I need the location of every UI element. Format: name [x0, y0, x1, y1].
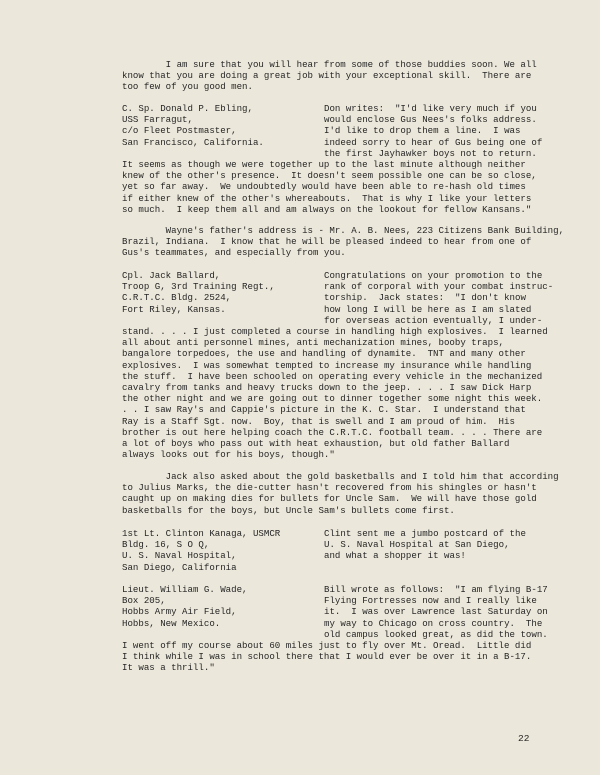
text-line: 1st Lt. Clinton Kanaga, USMCR [122, 528, 281, 539]
text-line: the other night and we are going out to dinner together some night this week. [122, 393, 543, 405]
text-line: It seems as though we were together up to the last minute although neither [122, 159, 526, 170]
text-line: explosives. I was somewhat tempted to increase my insurance while handling [122, 359, 532, 371]
text-line: know that you are doing a great job with your exceptional skill. There are [122, 70, 532, 82]
jack-paragraph [122, 471, 559, 516]
ballard-address [122, 270, 275, 315]
text-line: a lot of boys who pass out with heat exhaustion, but old father Ballard [122, 438, 510, 450]
text-line: would enclose Gus Nees's folks address. [324, 114, 537, 126]
text-line: to Julius Marks, the die-cutter hasn't recovered from his shingles or hasn't [122, 482, 537, 494]
text-line: U. S. Naval Hospital, [122, 550, 237, 562]
text-line: all about anti personnel mines, anti mechanization mines, booby traps, [122, 337, 504, 349]
text-line: the stuff. I have been schooled on operating every vehicle in the mechanized [122, 370, 543, 382]
ballard-note [324, 270, 553, 326]
text-line: Clint sent me a jumbo postcard of the [324, 528, 526, 539]
text-line: It was a thrill." [122, 662, 215, 674]
text-line: Lieut. William G. Wade, [122, 584, 248, 595]
text-line: I'd like to drop them a line. I was [324, 125, 521, 137]
text-line: basketballs for the boys, but Uncle Sam's bullets come first. [122, 504, 455, 516]
kanaga-note [324, 528, 526, 562]
text-line: brother is out here helping coach the C.R.T.C. football team. . . . There are [122, 426, 543, 438]
text-line: Brazil, Indiana. I know that he will be pleased indeed to hear from one of [122, 236, 532, 248]
text-line: knew of the other's presence. It doesn't seem possible one can be so close, [122, 170, 537, 182]
text-line: Bldg. 16, S O Q, [122, 539, 210, 551]
text-line: caught up on making dies for bullets for Uncle Sam. We will have those gold [122, 493, 537, 505]
text-line: it. I was over Lawrence last Saturday on [324, 606, 548, 618]
text-line: Box 205, [122, 595, 166, 607]
ebling-note [324, 103, 542, 159]
text-line: my way to Chicago on cross country. The [324, 617, 543, 629]
text-line: for overseas action eventually, I under- [324, 314, 543, 326]
text-line: U. S. Naval Hospital at San Diego, [324, 539, 510, 551]
text-line: cavalry from tanks and heavy trucks down to the jeep. . . . I saw Dick Harp [122, 382, 532, 394]
text-line: Ray is a Staff Sgt. now. Boy, that is swell and I am proud of him. His [122, 415, 515, 427]
wayne-paragraph [122, 225, 564, 259]
text-line: Gus's teammates, and especially from you. [122, 247, 346, 259]
wade-address [122, 584, 248, 629]
text-line: Hobbs Army Air Field, [122, 606, 237, 618]
text-line: Congratulations on your promotion to the [324, 270, 543, 281]
text-line: torship. Jack states: "I don't know [324, 292, 526, 304]
text-line: San Francisco, California. [122, 136, 264, 148]
text-line: I think while I was in school there that I would ever be over it in a B-17. [122, 651, 532, 663]
text-line: if either knew of the other's whereabouts. That is why I like your letters [122, 192, 532, 204]
text-line: and what a shopper it was! [324, 550, 466, 562]
text-line: Fort Riley, Kansas. [122, 303, 226, 315]
text-line: Flying Fortresses now and I really like [324, 595, 537, 607]
text-line: . . I saw Ray's and Cappie's picture in the K. C. Star. I understand that [122, 404, 526, 416]
text-line: Jack also asked about the gold basketballs and I told him that according [122, 471, 559, 482]
text-line: so much. I keep them all and am always on the lookout for fellow Kansans." [122, 203, 532, 215]
text-line: Hobbs, New Mexico. [122, 617, 221, 629]
text-line: C.R.T.C. Bldg. 2524, [122, 292, 232, 304]
text-line: Bill wrote as follows: "I am flying B-17 [324, 584, 548, 595]
text-line: Cpl. Jack Ballard, [122, 270, 221, 281]
text-line: indeed sorry to hear of Gus being one of [324, 136, 543, 148]
text-line: USS Farragut, [122, 114, 193, 126]
text-line: Wayne's father's address is - Mr. A. B. Nees, 223 Citizens Bank Building, [122, 225, 565, 236]
text-line: stand. . . . I just completed a course in handling high explosives. I learned [122, 326, 548, 337]
text-line: how long I will be here as I am slated [324, 303, 532, 315]
text-line: I went off my course about 60 miles just to fly over Mt. Oread. Little did [122, 640, 532, 651]
text-line: the first Jayhawker boys not to return. [324, 147, 537, 159]
page-number: 22 [518, 733, 530, 744]
text-line: I am sure that you will hear from some of those buddies soon. We all [122, 59, 537, 70]
text-line: yet so far away. We undoubtedly would have been able to re-hash old times [122, 181, 526, 193]
text-line: bangalore torpedoes, the use and handling of dynamite. TNT and many other [122, 348, 526, 360]
kanaga-address [122, 528, 280, 573]
wade-continued [122, 640, 531, 674]
text-line: Troop G, 3rd Training Regt., [122, 281, 275, 293]
text-line: C. Sp. Donald P. Ebling, [122, 103, 253, 114]
text-line: always looks out for his boys, though." [122, 449, 335, 461]
text-line: c/o Fleet Postmaster, [122, 125, 237, 137]
text-line: rank of corporal with your combat instruc- [324, 281, 554, 293]
ballard-continued [122, 326, 548, 460]
intro-paragraph [122, 59, 537, 93]
ebling-address [122, 103, 264, 148]
text-line: old campus looked great, as did the town. [324, 628, 548, 640]
text-line: San Diego, California [122, 561, 237, 573]
wade-note [324, 584, 548, 640]
ebling-continued [122, 159, 537, 215]
text-line: Don writes: "I'd like very much if you [324, 103, 537, 114]
text-line: too few of you good men. [122, 81, 253, 93]
